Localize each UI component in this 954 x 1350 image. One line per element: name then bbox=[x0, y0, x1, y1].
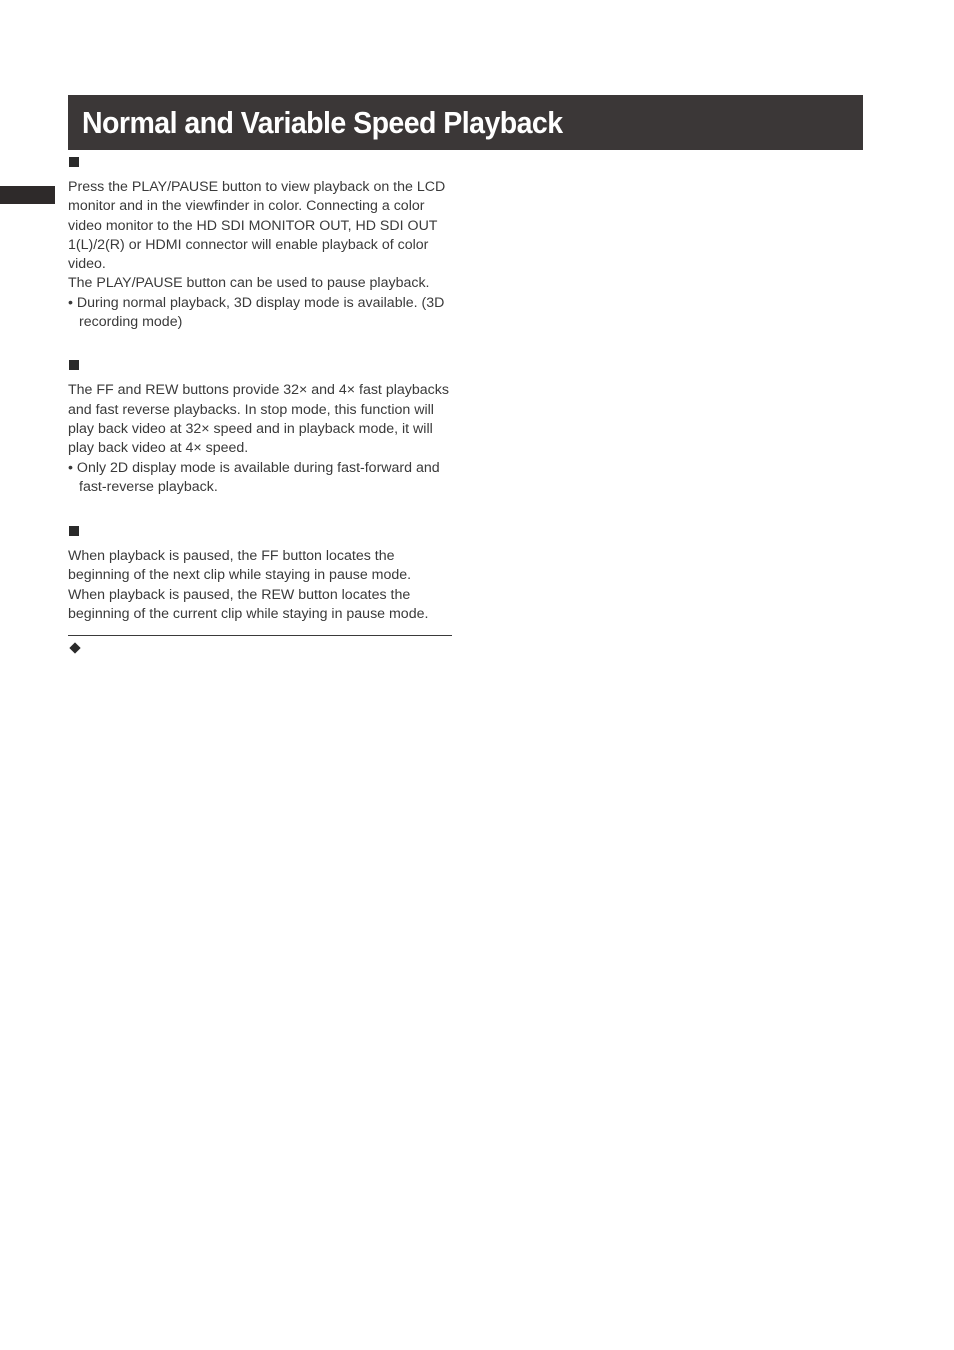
square-bullet-icon bbox=[69, 157, 79, 167]
paragraph: Press the PLAY/PAUSE button to view playback on the LCD monitor and in the viewfinder in color. Connecting a color video monitor to the HD SDI MONITOR OUT, HD SDI OUT 1(L)/2(R) or HDMI connector will enable playback of color video. bbox=[68, 179, 446, 273]
bullet-item: • Only 2D display mode is available during fast-forward and fast-reverse playback. bbox=[68, 459, 440, 495]
section-body bbox=[68, 381, 452, 497]
bullet-item: • During normal playback, 3D display mode is available. (3D recording mode) bbox=[68, 294, 445, 331]
section-body bbox=[68, 547, 452, 624]
square-bullet-icon bbox=[69, 526, 79, 536]
paragraph: The PLAY/PAUSE button can be used to pause playback. bbox=[68, 275, 430, 292]
divider-rule bbox=[68, 635, 452, 636]
section-clip-locate bbox=[68, 526, 452, 624]
section-fast-playback bbox=[68, 360, 452, 497]
diamond-bullet-icon bbox=[69, 643, 80, 654]
page-title: Normal and Variable Speed Playback bbox=[82, 104, 563, 140]
paragraph: When playback is paused, the FF button locates the beginning of the next clip while staying in pause mode. bbox=[68, 548, 412, 584]
content-column bbox=[68, 152, 452, 652]
section-normal-playback bbox=[68, 157, 452, 332]
paragraph: The FF and REW buttons provide 32× and 4× fast playbacks and fast reverse playbacks. In stop mode, this function will play back video at 32× speed and in playback mode, it will play back video at 4× speed. bbox=[68, 382, 449, 457]
square-bullet-icon bbox=[69, 360, 79, 370]
title-bar bbox=[68, 95, 863, 150]
chapter-tab-marker bbox=[0, 186, 55, 204]
section-body bbox=[68, 178, 452, 332]
paragraph: When playback is paused, the REW button locates the beginning of the current clip while staying in pause mode. bbox=[68, 586, 429, 623]
